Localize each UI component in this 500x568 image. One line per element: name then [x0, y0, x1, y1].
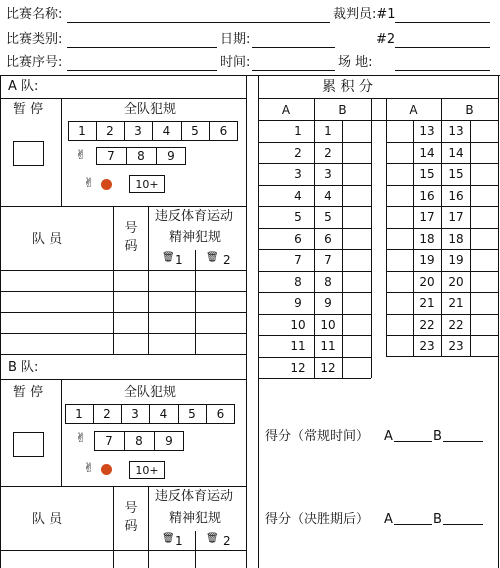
match-type-line[interactable]: [67, 47, 217, 48]
score-regular-a: A: [384, 429, 393, 444]
score-number-cell[interactable]: 9: [324, 296, 332, 310]
score-number-cell[interactable]: 20: [419, 274, 435, 289]
trash-bin-icon: 🗑: [162, 252, 175, 263]
score-number-cell[interactable]: 20: [448, 274, 464, 289]
basketball-icon: [101, 464, 112, 475]
score-regular-b-line[interactable]: [443, 441, 483, 442]
team-a-divider: [0, 98, 246, 99]
venue-line[interactable]: [395, 70, 490, 71]
score-row-line: [386, 185, 498, 186]
score-number-cell[interactable]: 7: [294, 253, 302, 267]
score-row-line: [386, 228, 498, 229]
right-border: [498, 75, 499, 568]
foul-cell[interactable]: 2: [103, 407, 111, 421]
foul-cell[interactable]: 8: [135, 434, 143, 448]
score-number-cell[interactable]: 19: [448, 253, 464, 267]
score-number-cell[interactable]: 1: [294, 124, 302, 138]
table-row[interactable]: [0, 291, 246, 292]
basketball-icon: [101, 179, 112, 190]
score-row-line: [258, 335, 371, 336]
team-a-timeout-divider: [61, 98, 62, 206]
score-row-line: [386, 335, 498, 336]
header-divider: [0, 75, 500, 76]
referee1-line[interactable]: [395, 22, 490, 23]
score-number-cell[interactable]: 15: [419, 167, 435, 181]
score-row-line: [258, 249, 371, 250]
score-number-cell[interactable]: 12: [290, 360, 306, 375]
score-col-b-right: B: [465, 103, 474, 117]
victory-hand-icon: ✌: [75, 431, 87, 446]
score-row-line: [258, 163, 371, 164]
score-number-cell[interactable]: 4: [294, 188, 302, 203]
table-row[interactable]: [0, 312, 246, 313]
score-number-cell[interactable]: 10: [320, 317, 336, 332]
foul-cell[interactable]: 7: [105, 434, 113, 448]
team-a-violation-label2: 精神犯规: [169, 230, 222, 245]
score-regular-b: B: [433, 429, 442, 444]
referee2-label: #2: [376, 32, 396, 47]
center-divider-b: [258, 75, 259, 568]
foul-cell[interactable]: 5: [188, 407, 196, 421]
score-number-cell[interactable]: 13: [419, 124, 435, 138]
score-left-col-ab: [314, 98, 315, 378]
foul-cell[interactable]: 5: [191, 124, 199, 138]
score-number-cell[interactable]: 8: [324, 274, 332, 289]
team-a-players-label: 队 员: [32, 232, 63, 247]
score-number-cell[interactable]: 22: [419, 317, 435, 332]
table-row[interactable]: [0, 333, 246, 334]
team-b-timeout-divider: [61, 379, 62, 486]
foul-cell[interactable]: 6: [219, 124, 228, 138]
score-row-line: [258, 314, 371, 315]
score-row-line: [258, 271, 371, 272]
score-row-line: [258, 228, 371, 229]
date-label: 日期:: [220, 32, 251, 47]
score-overtime-b-line[interactable]: [443, 524, 483, 525]
team-a-timeout-box[interactable]: [13, 141, 44, 166]
score-regular-label: 得分（常规时间）: [265, 429, 370, 444]
score-row-line: [258, 185, 371, 186]
score-number-cell[interactable]: 19: [419, 253, 435, 267]
foul-cell[interactable]: 9: [165, 434, 173, 448]
score-number-cell[interactable]: 3: [294, 167, 302, 181]
score-number-cell[interactable]: 5: [324, 210, 332, 224]
foul-cell[interactable]: 4: [162, 124, 171, 138]
score-row-line: [386, 142, 498, 143]
score-number-cell[interactable]: 6: [294, 231, 302, 246]
score-number-cell[interactable]: 21: [419, 296, 435, 310]
table-row[interactable]: [0, 270, 246, 271]
trash-bin-icon: 🗑: [162, 533, 175, 544]
victory-hand-icon: ✌: [75, 148, 87, 163]
score-row-line: [386, 206, 498, 207]
victory-hand-icon: ✌: [83, 461, 95, 476]
score-number-cell[interactable]: 13: [448, 124, 464, 138]
date-line[interactable]: [252, 47, 335, 48]
referee-label: 裁判员:#1: [333, 7, 396, 22]
score-number-cell[interactable]: 21: [448, 296, 464, 310]
team-b-violation-label1: 违反体育运动: [155, 489, 234, 504]
score-left-right-edge: [371, 98, 372, 378]
score-row-line: [258, 142, 371, 143]
foul-cell[interactable]: 1: [78, 124, 86, 138]
team-b-divider: [0, 379, 246, 380]
team-b-violation-2: 2: [223, 534, 231, 548]
foul-cell[interactable]: 10+: [135, 464, 159, 477]
score-row-line: [258, 357, 371, 358]
score-col-a-left: A: [281, 103, 291, 117]
match-type-label: 比赛类别:: [6, 32, 63, 47]
score-number-cell[interactable]: 22: [448, 317, 464, 332]
score-number-cell[interactable]: 10: [290, 317, 306, 332]
team-a-number-label: 号 码: [124, 221, 138, 254]
score-header-line: [258, 120, 498, 121]
foul-cell[interactable]: 1: [75, 407, 83, 421]
score-number-cell[interactable]: 17: [448, 210, 464, 224]
score-number-cell[interactable]: 18: [419, 231, 435, 246]
score-row-line: [386, 271, 498, 272]
match-no-line[interactable]: [67, 70, 217, 71]
score-overtime-a-line[interactable]: [394, 524, 432, 525]
foul-cell[interactable]: 9: [167, 149, 175, 163]
score-number-cell[interactable]: 14: [448, 145, 464, 160]
score-number-cell[interactable]: 23: [448, 339, 464, 353]
team-a-col-divider3: [195, 250, 196, 354]
team-a-fouls-label: 全队犯规: [124, 102, 177, 117]
score-row-line: [386, 292, 498, 293]
score-number-cell[interactable]: 16: [419, 188, 435, 203]
match-name-label: 比赛名称:: [6, 7, 63, 22]
referee2-line[interactable]: [395, 47, 490, 48]
score-row-line: [258, 292, 371, 293]
team-b-violation-label2: 精神犯规: [169, 511, 222, 526]
team-a-timeout-label: 暂 停: [13, 102, 44, 117]
team-b-fouls-label: 全队犯规: [124, 385, 177, 400]
score-number-cell[interactable]: 11: [320, 339, 336, 353]
team-b-label: B 队:: [8, 360, 39, 375]
score-number-cell[interactable]: 9: [294, 296, 302, 310]
score-row-line: [386, 314, 498, 315]
venue-label: 场 地:: [338, 55, 373, 70]
score-number-cell[interactable]: 18: [448, 231, 464, 246]
team-a-label: A 队:: [8, 79, 39, 94]
score-col-a-right: A: [409, 103, 418, 117]
trash-bin-icon: 🗑: [206, 252, 219, 263]
score-number-cell[interactable]: 7: [324, 253, 332, 267]
left-border: [0, 75, 1, 568]
score-row-line: [386, 163, 498, 164]
team-b-col-divider2: [148, 486, 149, 568]
foul-cell[interactable]: 10+: [135, 178, 159, 191]
team-b-timeout-box[interactable]: [13, 432, 44, 457]
foul-cell[interactable]: 7: [107, 149, 115, 163]
score-number-cell[interactable]: 2: [324, 145, 332, 160]
foul-cell[interactable]: 2: [106, 124, 114, 138]
foul-cell[interactable]: 4: [159, 407, 168, 421]
score-number-cell[interactable]: 8: [294, 274, 302, 289]
team-b-col-divider1: [113, 486, 114, 568]
score-overtime-label: 得分（决胜期后）: [265, 512, 370, 527]
center-divider-a: [246, 75, 247, 568]
team-a-col-divider2: [148, 206, 149, 354]
score-number-cell[interactable]: 15: [448, 167, 464, 181]
score-title-divider: [258, 98, 498, 99]
score-number-cell[interactable]: 6: [324, 231, 332, 246]
match-no-label: 比赛序号:: [6, 55, 63, 70]
table-row[interactable]: [0, 550, 246, 551]
foul-cell[interactable]: 8: [137, 149, 145, 163]
team-b-players-label: 队 员: [32, 512, 63, 527]
score-left-bottom: [258, 378, 371, 379]
time-label: 时间:: [220, 55, 251, 70]
team-a-violation-2: 2: [223, 253, 231, 267]
team-a-violation-1: 1: [175, 253, 183, 267]
score-col-b-left: B: [338, 103, 347, 117]
foul-cell[interactable]: 3: [134, 124, 142, 138]
team-b-timeout-label: 暂 停: [13, 385, 44, 400]
score-number-cell[interactable]: 1: [324, 124, 332, 138]
team-a-bottom: [0, 354, 246, 355]
score-title: 累 积 分: [322, 79, 373, 95]
victory-hand-icon: ✌: [83, 176, 95, 191]
score-number-cell[interactable]: 17: [419, 210, 435, 224]
score-number-cell[interactable]: 5: [294, 210, 302, 224]
score-row-line: [386, 249, 498, 250]
time-line[interactable]: [252, 70, 335, 71]
score-right-inner2: [470, 120, 471, 356]
score-regular-a-line[interactable]: [394, 441, 432, 442]
team-a-col-divider1: [113, 206, 114, 354]
team-a-table-top: [0, 206, 246, 207]
score-number-cell[interactable]: 11: [290, 339, 306, 353]
team-a-violation-label1: 违反体育运动: [155, 209, 234, 224]
score-number-cell[interactable]: 23: [419, 339, 435, 353]
foul-cell[interactable]: 3: [131, 407, 139, 421]
match-name-line[interactable]: [67, 22, 330, 23]
score-number-cell[interactable]: 3: [324, 167, 332, 181]
score-overtime-b: B: [433, 512, 442, 527]
score-number-cell[interactable]: 4: [324, 188, 332, 203]
team-b-table-top: [0, 486, 246, 487]
score-row-line: [258, 206, 371, 207]
trash-bin-icon: 🗑: [206, 533, 219, 544]
score-number-cell[interactable]: 14: [419, 145, 435, 160]
score-number-cell[interactable]: 16: [448, 188, 464, 203]
score-right-bottom: [386, 356, 498, 357]
team-b-violation-1: 1: [175, 534, 183, 548]
score-number-cell[interactable]: 2: [294, 145, 302, 160]
score-overtime-a: A: [384, 512, 393, 527]
team-b-number-label: 号 码: [124, 501, 138, 534]
score-number-cell[interactable]: 12: [320, 360, 336, 375]
foul-cell[interactable]: 6: [216, 407, 225, 421]
